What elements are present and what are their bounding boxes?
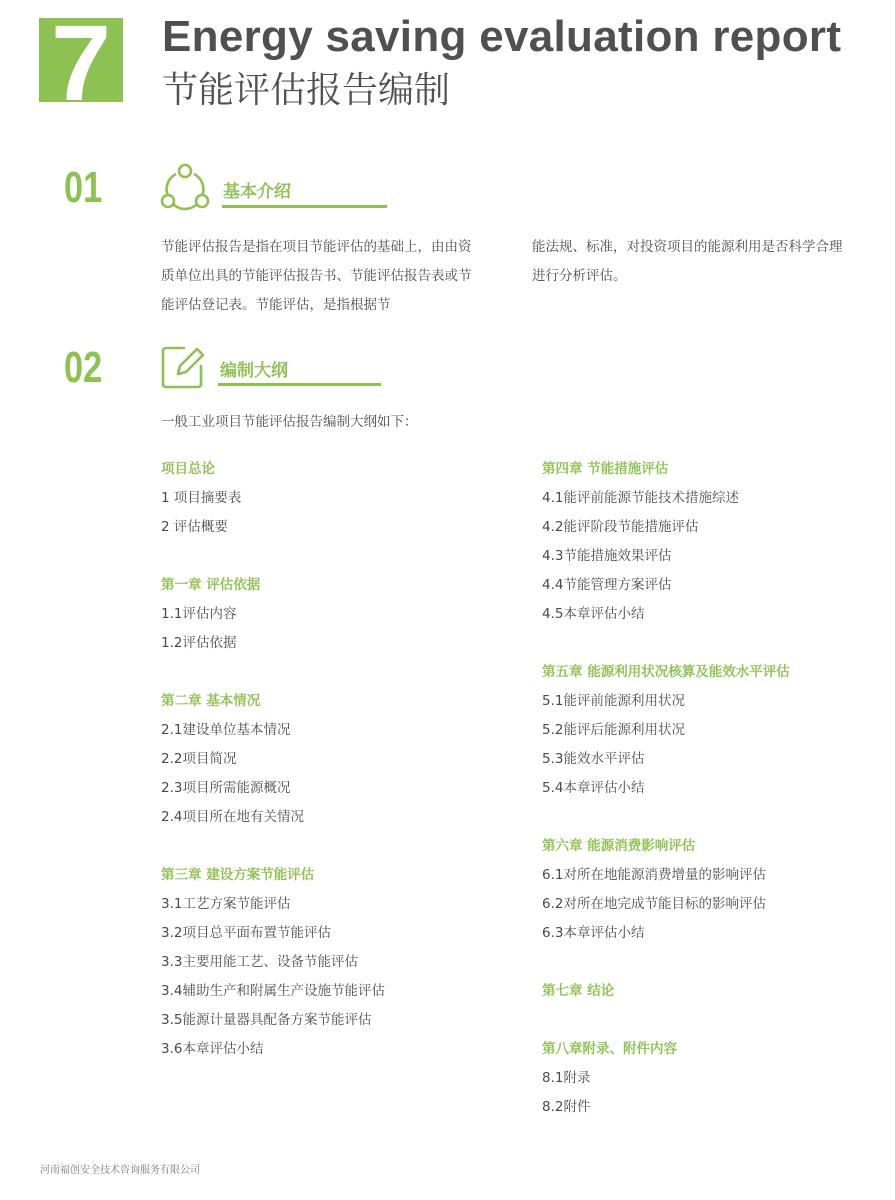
outline-right-column <box>542 455 895 1151</box>
section-number-02: 02 <box>64 343 103 392</box>
footer-company: 河南福创安全技术咨询服务有限公司 <box>40 1165 200 1176</box>
share-icon <box>160 162 210 212</box>
outline-heading: 第四章 节能措施评估 <box>542 461 669 477</box>
outline-item: 5.2能评后能源利用状况 <box>542 722 685 738</box>
outline-group <box>542 455 895 629</box>
outline-group <box>161 861 521 1064</box>
outline-heading: 第八章附录、附件内容 <box>542 1041 677 1057</box>
outline-item: 6.1对所在地能源消费增量的影响评估 <box>542 867 766 883</box>
page-title-en: Energy saving evaluation report <box>162 12 842 61</box>
outline-item: 4.5本章评估小结 <box>542 606 645 622</box>
outline-item: 4.4节能管理方案评估 <box>542 577 672 593</box>
outline-group <box>542 1035 895 1122</box>
outline-item: 5.1能评前能源利用状况 <box>542 693 685 709</box>
outline-group <box>542 658 895 803</box>
outline-item: 2.3项目所需能源概况 <box>161 780 291 796</box>
outline-group <box>161 455 521 542</box>
section-title-outline: 编制大纲 <box>220 361 288 381</box>
outline-item: 2.2项目简况 <box>161 751 237 767</box>
outline-item: 1 项目摘要表 <box>161 490 242 506</box>
section-title-intro: 基本介绍 <box>223 182 291 202</box>
outline-heading: 第一章 评估依据 <box>161 577 261 593</box>
outline-intro: 一般工业项目节能评估报告编制大纲如下： <box>161 414 418 430</box>
outline-heading: 第七章 结论 <box>542 983 615 999</box>
outline-heading: 第六章 能源消费影响评估 <box>542 838 696 854</box>
outline-item: 2 评估概要 <box>161 519 228 535</box>
outline-heading: 第五章 能源利用状况核算及能效水平评估 <box>542 664 790 680</box>
section-number-01: 01 <box>64 163 103 212</box>
edit-icon <box>160 344 206 390</box>
outline-item: 4.3节能措施效果评估 <box>542 548 672 564</box>
outline-heading: 第二章 基本情况 <box>161 693 261 709</box>
section-underline <box>222 205 387 208</box>
outline-group <box>542 832 895 948</box>
outline-item: 6.3本章评估小结 <box>542 925 645 941</box>
outline-item: 8.2附件 <box>542 1099 591 1115</box>
chapter-number: 7 <box>50 18 112 102</box>
outline-heading: 项目总论 <box>161 461 215 477</box>
outline-item: 1.2评估依据 <box>161 635 237 651</box>
outline-item: 1.1评估内容 <box>161 606 237 622</box>
outline-item: 3.3主要用能工艺、设备节能评估 <box>161 954 358 970</box>
page-title-cn: 节能评估报告编制 <box>162 70 451 111</box>
outline-item: 3.6本章评估小结 <box>161 1041 264 1057</box>
outline-item: 6.2对所在地完成节能目标的影响评估 <box>542 896 766 912</box>
outline-item: 3.1工艺方案节能评估 <box>161 896 291 912</box>
outline-item: 2.1建设单位基本情况 <box>161 722 291 738</box>
outline-left-column <box>161 455 521 1093</box>
outline-item: 3.4辅助生产和附属生产设施节能评估 <box>161 983 385 999</box>
outline-item: 3.5能源计量器具配备方案节能评估 <box>161 1012 372 1028</box>
outline-item: 4.1能评前能源节能技术措施综述 <box>542 490 739 506</box>
outline-heading: 第三章 建设方案节能评估 <box>161 867 315 883</box>
outline-item: 4.2能评阶段节能措施评估 <box>542 519 699 535</box>
section-underline <box>218 383 381 386</box>
outline-item: 3.2项目总平面布置节能评估 <box>161 925 331 941</box>
outline-item: 5.4本章评估小结 <box>542 780 645 796</box>
intro-paragraph-left: 节能评估报告是指在项目节能评估的基础上，由由资质单位出具的节能评估报告书、节能评估报告表或节能评估登记表。节能评估，是指根据节 <box>161 239 472 313</box>
outline-item: 2.4项目所在地有关情况 <box>161 809 304 825</box>
outline-group <box>542 977 895 1006</box>
outline-item: 8.1附录 <box>542 1070 591 1086</box>
outline-group <box>161 571 521 658</box>
chapter-badge <box>39 18 123 102</box>
outline-item: 5.3能效水平评估 <box>542 751 645 767</box>
outline-group <box>161 687 521 832</box>
intro-paragraph-right: 能法规、标准，对投资项目的能源利用是否科学合理进行分析评估。 <box>532 239 843 284</box>
